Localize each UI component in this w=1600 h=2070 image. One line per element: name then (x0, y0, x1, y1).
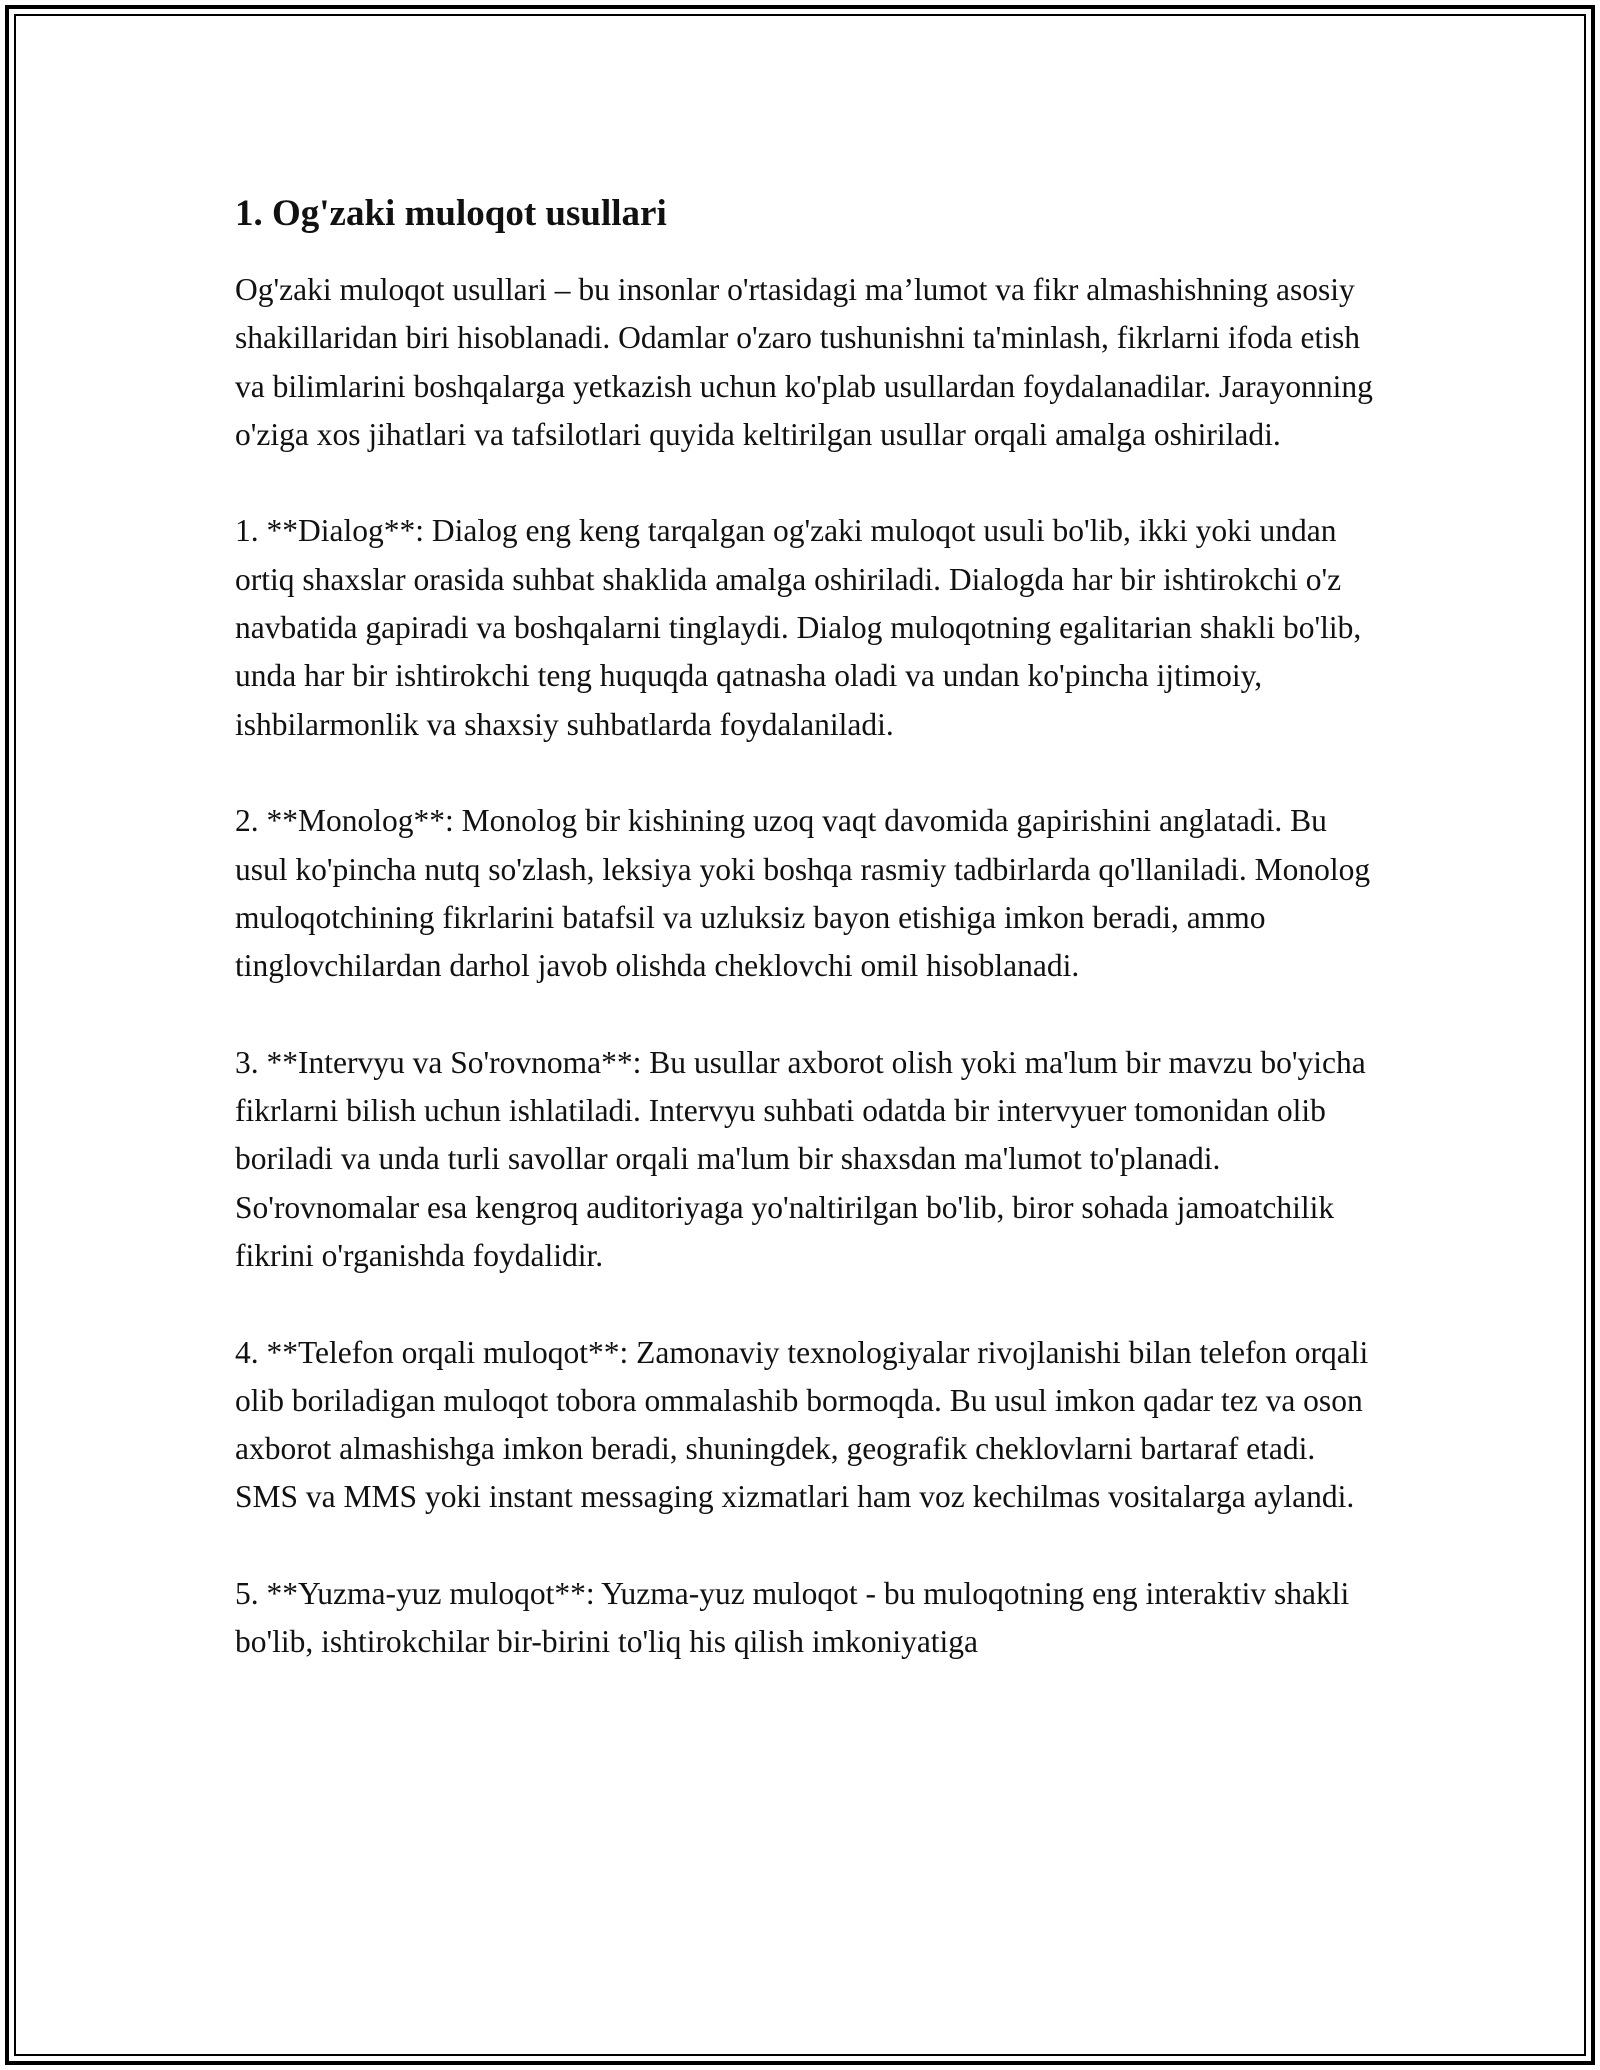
document-body (235, 186, 1380, 1667)
paragraph-monolog: 2. **Monolog**: Monolog bir kishining uzoq vaqt davomida gapirishini anglatadi. Bu usul ko'pincha nutq so'zlash, leksiya yoki boshqa rasmiy tadbirlarda qo'llaniladi. Monolog muloqotchining fikrlarini batafsil va uzluksiz bayon etishiga imkon beradi, ammo tinglovchilardan darhol javob olishda cheklovchi omil hisoblanadi. (235, 803, 1371, 984)
intro-paragraph: Og'zaki muloqot usullari – bu insonlar o'rtasidagi ma’lumot va fikr almashishning asosiy shakillaridan biri hisoblanadi. Odamlar o'zaro tushunishni ta'minlash, fikrlarni ifoda etish va bilimlarini boshqalarga yetkazish uchun ko'plab usullardan foydalanadilar. Jarayonning o'ziga xos jihatlari va tafsilotlari quyida keltirilgan usullar orqali amalga oshiriladi. (235, 272, 1373, 452)
paragraph-intervyu: 3. **Intervyu va So'rovnoma**: Bu usullar axborot olish yoki ma'lum bir mavzu bo'yicha fikrlarni bilish uchun ishlatiladi. Intervyu suhbati odatda bir intervyuer tomonidan olib boriladi va unda turli savollar orqali ma'lum bir shaxsdan ma'lumot to'planadi. So'rovnomalar esa kengroq auditoriyaga yo'naltirilgan bo'lib, biror sohada jamoatchilik fikrini o'rganishda foydalidir. (235, 1044, 1366, 1273)
section-heading: 1. Og'zaki muloqot usullari (235, 193, 667, 234)
paragraph-yuzma-yuz: 5. **Yuzma-yuz muloqot**: Yuzma-yuz muloqot - bu muloqotning eng interaktiv shakli bo'lib, ishtirokchilar bir-birini to'liq his qilish imkoniyatiga (235, 1576, 1350, 1660)
paragraph-dialog: 1. **Dialog**: Dialog eng keng tarqalgan og'zaki muloqot usuli bo'lib, ikki yoki undan ortiq shaxslar orasida suhbat shaklida amalga oshiriladi. Dialogda har bir ishtirokchi o'z navbatida gapiradi va boshqalarni tinglaydi. Dialog muloqotning egalitarian shakli bo'lib, unda har bir ishtirokchi teng huquqda qatnasha oladi va undan ko'pincha ijtimoiy, ishbilarmonlik va shaxsiy suhbatlarda foydalaniladi. (235, 513, 1362, 742)
paragraph-telefon: 4. **Telefon orqali muloqot**: Zamonaviy texnologiyalar rivojlanishi bilan telefon orqali olib boriladigan muloqot tobora ommalashib bormoqda. Bu usul imkon qadar tez va oson axborot almashishga imkon beradi, shuningdek, geografik cheklovlarni bartaraf etadi. SMS va MMS yoki instant messaging xizmatlari ham voz kechilmas vositalarga aylandi. (235, 1334, 1369, 1515)
